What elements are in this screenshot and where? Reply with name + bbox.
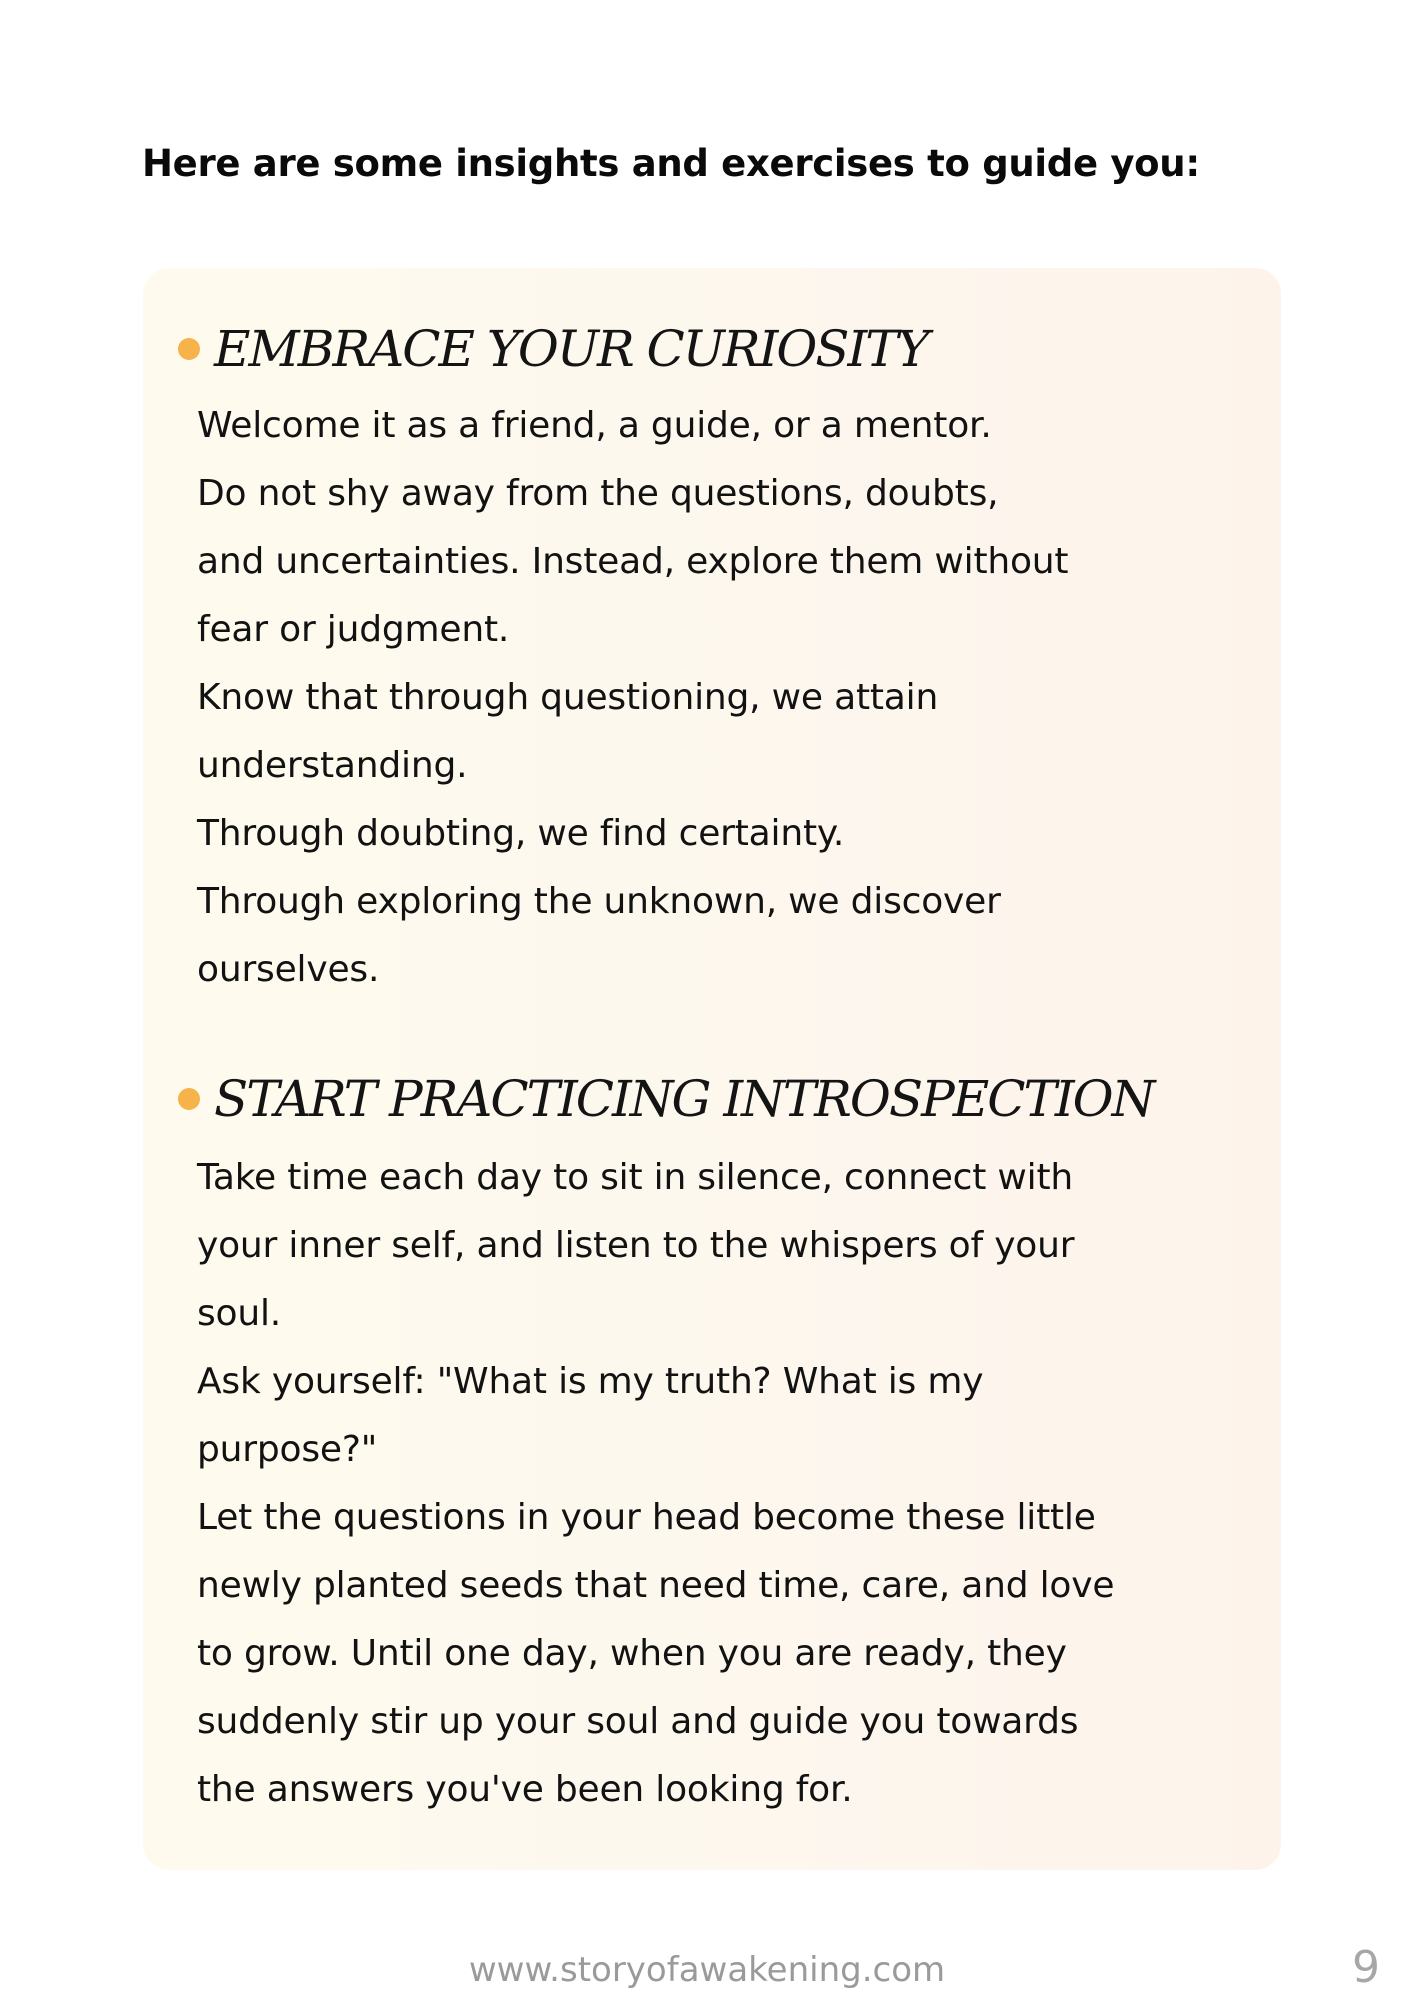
body-line: fear or judgment. [197, 609, 510, 650]
footer-website-link[interactable]: www.storyofawakening.com [468, 1950, 946, 1990]
section-title: START PRACTICING INTROSPECTION [214, 1070, 1154, 1128]
body-line: Through exploring the unknown, we discover [197, 881, 1001, 922]
intro-heading: Here are some insights and exercises to guide you: [142, 142, 1200, 185]
section-heading-curiosity [178, 320, 928, 378]
bullet-dot-icon [178, 338, 200, 360]
section-heading-introspection [178, 1070, 1153, 1128]
body-line: Let the questions in your head become these little [197, 1497, 1096, 1538]
body-line: Know that through questioning, we attain [197, 677, 939, 718]
body-line: the answers you've been looking for. [197, 1769, 853, 1810]
page-number: 9 [1352, 1942, 1380, 1993]
section-body-introspection [197, 1144, 1114, 1824]
body-line: ourselves. [197, 949, 380, 990]
body-line: newly planted seeds that need time, care, and love [197, 1565, 1115, 1606]
body-line: soul. [197, 1293, 282, 1334]
body-line: Through doubting, we find certainty. [197, 813, 845, 854]
body-line: your inner self, and listen to the whispers of your [197, 1225, 1075, 1266]
body-line: suddenly stir up your soul and guide you towards [197, 1701, 1079, 1742]
section-body-curiosity [197, 392, 1068, 1004]
insights-card [143, 268, 1281, 1870]
body-line: Take time each day to sit in silence, connect with [197, 1157, 1073, 1198]
body-line: Do not shy away from the questions, doubts, [197, 473, 999, 514]
body-line: and uncertainties. Instead, explore them without [197, 541, 1069, 582]
body-line: Ask yourself: "What is my truth? What is my [197, 1361, 984, 1402]
body-line: to grow. Until one day, when you are ready, they [197, 1633, 1067, 1674]
section-title: EMBRACE YOUR CURIOSITY [214, 320, 928, 378]
body-line: Welcome it as a friend, a guide, or a mentor. [197, 405, 992, 446]
body-line: understanding. [197, 745, 468, 786]
body-line: purpose?" [197, 1429, 378, 1470]
bullet-dot-icon [178, 1088, 200, 1110]
